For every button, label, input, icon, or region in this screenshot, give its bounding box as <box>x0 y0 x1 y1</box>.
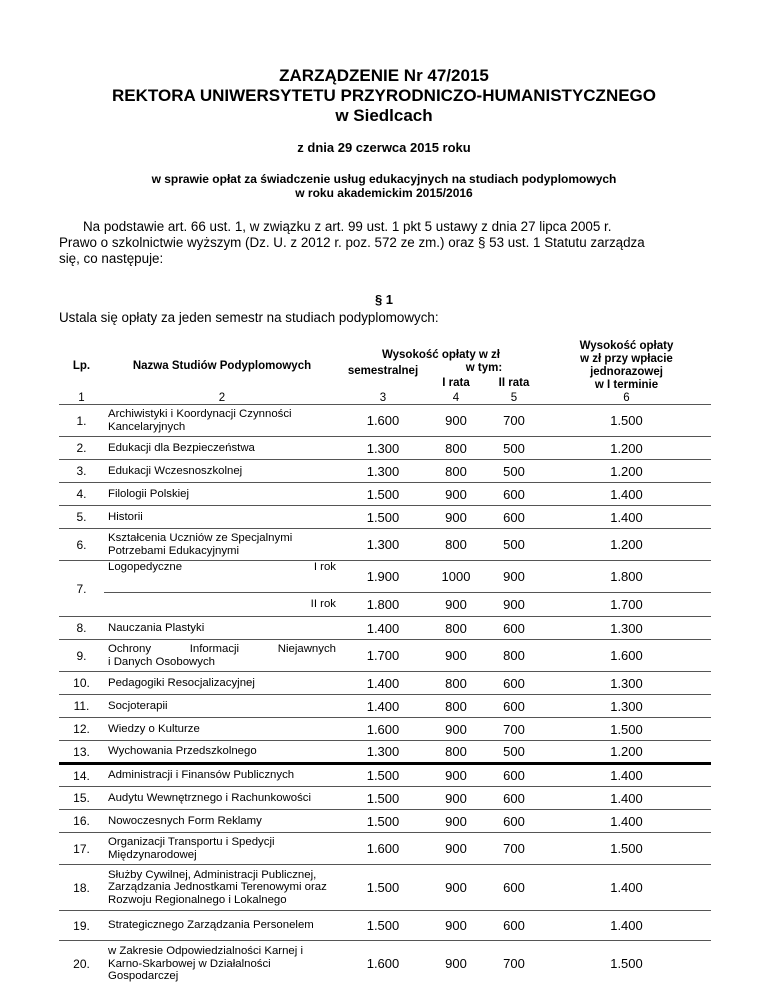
row-onetime: 1.200 <box>542 437 711 460</box>
row-semestral: 1.900 <box>340 561 426 593</box>
row-lp: 5. <box>59 506 104 529</box>
row-rate1: 800 <box>426 460 486 483</box>
header-lp: Lp. <box>72 359 91 372</box>
row-semestral: 1.400 <box>340 617 426 640</box>
header-rate1: I rata <box>442 377 470 390</box>
row-name: Edukacji dla Bezpieczeństwa <box>104 437 340 460</box>
row-rate1: 900 <box>426 865 486 911</box>
row-onetime: 1.400 <box>542 810 711 833</box>
row-lp: 16. <box>59 810 104 833</box>
row-rate1: 900 <box>426 640 486 672</box>
row-rate1: 900 <box>426 810 486 833</box>
row-semestral: 1.300 <box>340 437 426 460</box>
row-rate2: 500 <box>486 437 542 460</box>
row-rate1: 1000 <box>426 561 486 593</box>
row-lp: 18. <box>59 865 104 911</box>
row-lp: 14. <box>59 764 104 787</box>
row-name: Administracji i Finansów Publicznych <box>104 764 340 787</box>
row-onetime: 1.200 <box>542 741 711 764</box>
row-onetime: 1.200 <box>542 460 711 483</box>
row-name: Pedagogiki Resocjalizacyjnej <box>104 672 340 695</box>
row-lp: 20. <box>59 941 104 987</box>
subject-line-1: w sprawie opłat za świadczenie usług edukacyjnych na studiach podyplomowych <box>151 172 617 186</box>
table-row <box>59 695 711 718</box>
row-lp: 4. <box>59 483 104 506</box>
row-onetime: 1.300 <box>542 617 711 640</box>
row-onetime: 1.800 <box>542 561 711 593</box>
row-rate2: 600 <box>486 865 542 911</box>
row-rate2: 500 <box>486 529 542 561</box>
row-semestral: 1.500 <box>340 911 426 941</box>
row-lp: 15. <box>59 787 104 810</box>
row-lp: 6. <box>59 529 104 561</box>
row-name: Strategicznego Zarządzania Personelem <box>104 911 340 941</box>
row-name: Audytu Wewnętrznego i Rachunkowości <box>104 787 340 810</box>
row-rate1: 900 <box>426 941 486 987</box>
row-onetime: 1.500 <box>542 941 711 987</box>
header-onetime <box>542 340 711 392</box>
row-lp: 17. <box>59 833 104 865</box>
row-name: Filologii Polskiej <box>104 483 340 506</box>
row-onetime: 1.400 <box>542 764 711 787</box>
row-rate1: 900 <box>426 833 486 865</box>
row-name: Nauczania Plastyki <box>104 617 340 640</box>
row-lp: 1. <box>59 405 104 437</box>
row-onetime: 1.600 <box>542 640 711 672</box>
row-semestral: 1.600 <box>340 718 426 741</box>
row-rate1: 800 <box>426 695 486 718</box>
row-rate2: 700 <box>486 833 542 865</box>
colnum: 2 <box>218 392 226 404</box>
preamble <box>59 219 711 267</box>
colnum: 1 <box>78 392 85 404</box>
fees-table <box>59 340 711 987</box>
row-rate2: 600 <box>486 810 542 833</box>
row-name: Wychowania Przedszkolnego <box>104 741 340 764</box>
header-amount-label: Wysokość opłaty w zł <box>381 349 500 362</box>
row-onetime: 1.300 <box>542 695 711 718</box>
table-row <box>59 460 711 483</box>
row-rate2: 600 <box>486 506 542 529</box>
table-row <box>59 865 711 911</box>
column-numbers <box>59 392 711 405</box>
row-semestral: 1.600 <box>340 405 426 437</box>
row-rate2: 500 <box>486 741 542 764</box>
row-onetime: 1.500 <box>542 833 711 865</box>
table-row <box>59 833 711 865</box>
table-row <box>59 787 711 810</box>
document-subject <box>0 172 768 200</box>
colnum: 6 <box>623 392 630 404</box>
row-semestral: 1.800 <box>340 593 426 617</box>
table-row <box>59 506 711 529</box>
title-line-1: ZARZĄDZENIE Nr 47/2015 <box>279 66 489 85</box>
row-rate1: 900 <box>426 764 486 787</box>
row-name: Ochrony Informacji Niejawnych i Danych Osobowych <box>104 640 340 672</box>
row-semestral: 1.500 <box>340 506 426 529</box>
row-lp: 11. <box>59 695 104 718</box>
row-rate1: 800 <box>426 741 486 764</box>
row-rate2: 900 <box>486 593 542 617</box>
row-rate1: 900 <box>426 787 486 810</box>
row-semestral: 1.300 <box>340 460 426 483</box>
table-row <box>59 529 711 561</box>
row-onetime: 1.400 <box>542 787 711 810</box>
row-name: Archiwistyki i Koordynacji Czynności Kancelaryjnych <box>104 405 340 437</box>
table-row <box>59 741 711 764</box>
header-onetime-3: jednorazowej <box>590 366 663 378</box>
row-name-text: Logopedyczne <box>108 561 183 573</box>
row-name: Wiedzy o Kulturze <box>104 718 340 741</box>
row-name: Służby Cywilnej, Administracji Publicznej, Zarządzania Jednostkami Terenowymi oraz Rozwoju Regionalnego i Lokalnego <box>104 865 340 911</box>
row-lp: 7. <box>59 561 104 617</box>
row-rate1: 800 <box>426 672 486 695</box>
header-onetime-1: Wysokość opłaty <box>579 340 674 352</box>
header-semestral: semestralnej <box>347 365 419 378</box>
row-rate2: 600 <box>486 483 542 506</box>
table-row <box>59 405 711 437</box>
row-semestral: 1.300 <box>340 529 426 561</box>
row-lp: 10. <box>59 672 104 695</box>
row-onetime: 1.200 <box>542 529 711 561</box>
row-lp: 19. <box>59 911 104 941</box>
table-row <box>59 640 711 672</box>
row-semestral: 1.500 <box>340 865 426 911</box>
row-rate2: 800 <box>486 640 542 672</box>
row-semestral: 1.400 <box>340 672 426 695</box>
colnum: 4 <box>452 392 460 404</box>
row-name: Nowoczesnych Form Reklamy <box>104 810 340 833</box>
row-lp: 13. <box>59 741 104 764</box>
row-rate2: 600 <box>486 911 542 941</box>
row-rate1: 900 <box>426 911 486 941</box>
row-rate2: 600 <box>486 787 542 810</box>
title-line-2: REKTORA UNIWERSYTETU PRZYRODNICZO-HUMANISTYCZNEGO <box>112 86 656 105</box>
row-name: Historii <box>104 506 340 529</box>
row-lp: 2. <box>59 437 104 460</box>
table-row <box>59 764 711 787</box>
row-semestral: 1.300 <box>340 741 426 764</box>
row-rate2: 500 <box>486 460 542 483</box>
header-rate2: II rata <box>498 377 530 390</box>
table-row <box>59 617 711 640</box>
row-rate2: 700 <box>486 405 542 437</box>
section-mark: § 1 <box>374 292 394 307</box>
row-rate2: 600 <box>486 672 542 695</box>
row-semestral: 1.500 <box>340 787 426 810</box>
row-rate1: 800 <box>426 617 486 640</box>
row-rate1: 900 <box>426 483 486 506</box>
header-of-which: w tym: <box>465 362 503 375</box>
row-lp: 9. <box>59 640 104 672</box>
row-lp: 8. <box>59 617 104 640</box>
row-name: w Zakresie Odpowiedzialności Karnej i Karno-Skarbowej w Działalności Gospodarczej <box>104 941 340 987</box>
row-lp: 3. <box>59 460 104 483</box>
row-year1-label: I rok <box>313 561 336 573</box>
row-onetime: 1.400 <box>542 506 711 529</box>
preamble-line-1: Na podstawie art. 66 ust. 1, w związku z art. 99 ust. 1 pkt 5 ustawy z dnia 27 lipca 2005 r. <box>83 219 612 234</box>
title-line-3: w Siedlcach <box>335 106 433 125</box>
row-semestral: 1.600 <box>340 941 426 987</box>
row-rate2: 600 <box>486 764 542 787</box>
row-name: Organizacji Transportu i Spedycji Międzynarodowej <box>104 833 340 865</box>
row-name <box>104 561 340 593</box>
colnum: 3 <box>379 392 387 404</box>
header-onetime-4: w I terminie <box>594 379 659 391</box>
row-rate2: 700 <box>486 941 542 987</box>
preamble-line-2: Prawo o szkolnictwie wyższym (Dz. U. z 2012 r. poz. 572 ze zm.) oraz § 53 ust. 1 Statutu zarządza <box>59 235 645 250</box>
table-row-year1 <box>59 561 711 593</box>
row-onetime: 1.400 <box>542 865 711 911</box>
row-rate1: 800 <box>426 437 486 460</box>
row-onetime: 1.400 <box>542 911 711 941</box>
document-date: z dnia 29 czerwca 2015 roku <box>297 140 471 155</box>
preamble-line-3: się, co następuje: <box>59 251 164 266</box>
row-rate2: 600 <box>486 695 542 718</box>
row-rate1: 900 <box>426 506 486 529</box>
row-rate1: 900 <box>426 593 486 617</box>
row-rate2: 600 <box>486 617 542 640</box>
table-row <box>59 437 711 460</box>
table-row <box>59 810 711 833</box>
row-onetime: 1.300 <box>542 672 711 695</box>
row-lp: 12. <box>59 718 104 741</box>
table-row <box>59 483 711 506</box>
row-semestral: 1.500 <box>340 810 426 833</box>
subject-line-2: w roku akademickim 2015/2016 <box>295 186 473 200</box>
row-semestral: 1.600 <box>340 833 426 865</box>
document-title <box>0 66 768 126</box>
row-onetime: 1.400 <box>542 483 711 506</box>
row-year2-label: II rok <box>104 593 340 617</box>
colnum: 5 <box>510 392 518 404</box>
table-row <box>59 672 711 695</box>
row-onetime: 1.500 <box>542 405 711 437</box>
table-row <box>59 911 711 941</box>
row-name: Kształcenia Uczniów ze Specjalnymi Potrzebami Edukacyjnymi <box>104 529 340 561</box>
row-rate1: 900 <box>426 718 486 741</box>
row-onetime: 1.500 <box>542 718 711 741</box>
table-row <box>59 718 711 741</box>
row-onetime: 1.700 <box>542 593 711 617</box>
row-semestral: 1.500 <box>340 483 426 506</box>
row-semestral: 1.500 <box>340 764 426 787</box>
section-intro: Ustala się opłaty za jeden semestr na studiach podyplomowych: <box>59 310 439 325</box>
row-rate1: 900 <box>426 405 486 437</box>
table-row-year2 <box>59 593 711 617</box>
row-semestral: 1.700 <box>340 640 426 672</box>
row-name: Edukacji Wczesnoszkolnej <box>104 460 340 483</box>
row-name: Socjoterapii <box>104 695 340 718</box>
row-rate2: 900 <box>486 561 542 593</box>
row-semestral: 1.400 <box>340 695 426 718</box>
row-rate1: 800 <box>426 529 486 561</box>
header-onetime-2: w zł przy wpłacie <box>580 353 673 365</box>
row-rate2: 700 <box>486 718 542 741</box>
table-row <box>59 941 711 987</box>
header-name: Nazwa Studiów Podyplomowych <box>132 359 312 372</box>
